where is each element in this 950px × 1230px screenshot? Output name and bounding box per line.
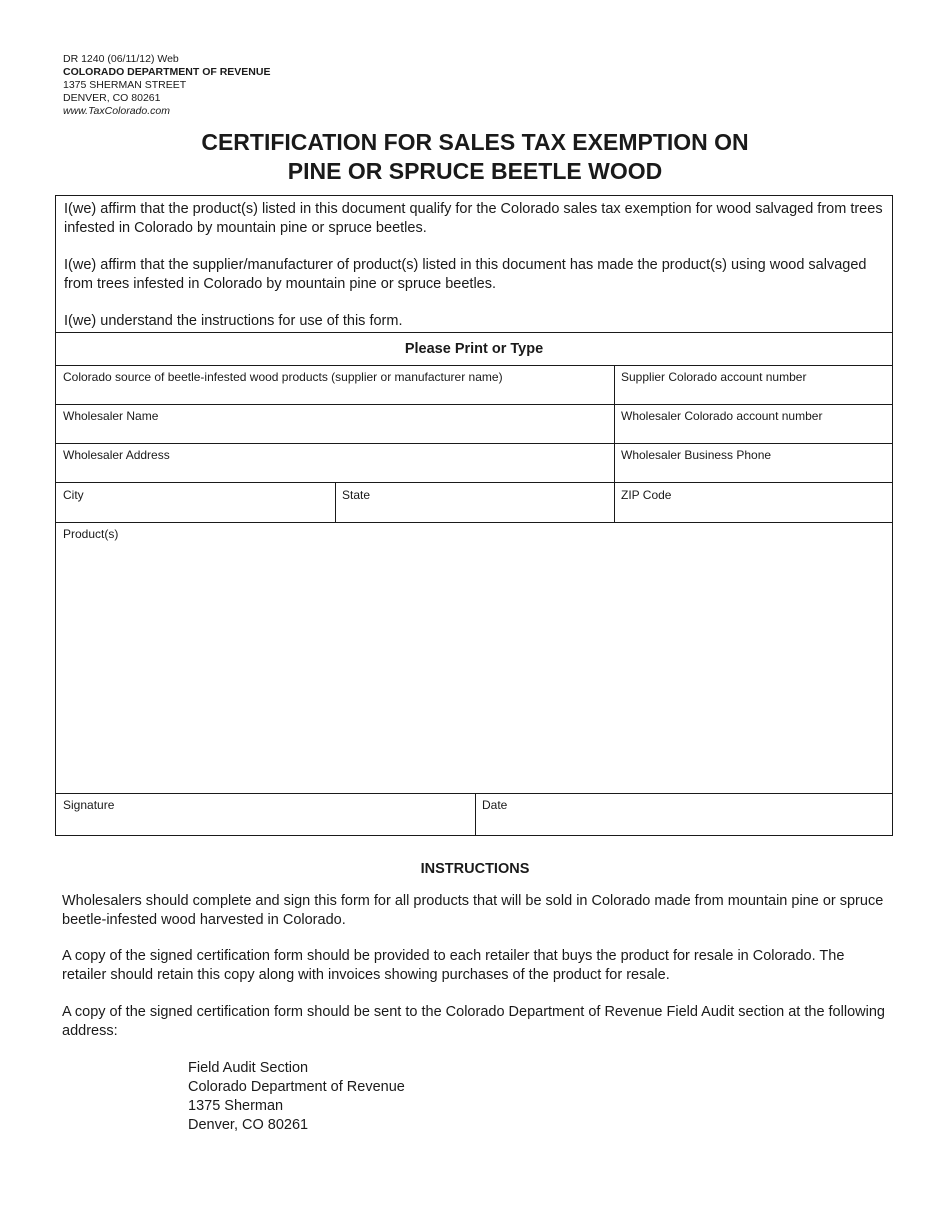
address-line: Colorado Department of Revenue: [188, 1079, 405, 1095]
zip-label: ZIP Code: [621, 488, 672, 502]
products-textarea[interactable]: [63, 544, 885, 789]
supplier-account-label: Supplier Colorado account number: [621, 370, 807, 384]
affirmation-statement: I(we) understand the instructions for use of this form.: [64, 313, 403, 329]
city-input[interactable]: [63, 503, 329, 519]
affirmation-statement: I(we) affirm that the supplier/manufacturer of product(s) listed in this document has made the product(s) using wood salvaged from trees infested in Colorado by mountain pine or spruce beetles.: [64, 257, 867, 292]
certification-form: [55, 195, 893, 836]
department-website: www.TaxColorado.com: [63, 105, 170, 117]
city-label: City: [63, 488, 84, 502]
wholesaler-address-label: Wholesaler Address: [63, 448, 170, 462]
wholesaler-address-input[interactable]: [63, 463, 608, 479]
instructions-heading: INSTRUCTIONS: [420, 861, 530, 877]
divider: [56, 443, 892, 444]
department-city: DENVER, CO 80261: [63, 92, 161, 104]
field-audit-address: [188, 1059, 405, 1135]
form-title: [0, 128, 950, 186]
form-title-line-1: CERTIFICATION FOR SALES TAX EXEMPTION ON: [201, 129, 749, 155]
wholesaler-name-input[interactable]: [63, 424, 608, 440]
column-divider: [475, 793, 476, 836]
affirmation-statement: I(we) affirm that the product(s) listed in this document qualify for the Colorado sales tax exemption for wood salvaged from trees infested in Colorado by mountain pine or spruce beetles.: [64, 201, 883, 236]
divider: [56, 522, 892, 523]
column-divider: [335, 482, 336, 522]
instruction-paragraph: A copy of the signed certification form should be provided to each retailer that buys the product for resale in Colorado. The retailer should retain this copy along with invoices showing purchases of the product for resale.: [62, 948, 845, 983]
address-line: Denver, CO 80261: [188, 1117, 309, 1133]
divider: [56, 365, 892, 366]
form-code: DR 1240 (06/11/12) Web: [63, 53, 179, 65]
divider: [56, 482, 892, 483]
signature-label: Signature: [63, 798, 115, 812]
address-line: 1375 Sherman: [188, 1098, 284, 1114]
wholesaler-phone-label: Wholesaler Business Phone: [621, 448, 772, 462]
column-divider: [614, 365, 615, 522]
date-input[interactable]: [482, 814, 886, 832]
supplier-account-input[interactable]: [621, 385, 886, 401]
supplier-source-label: Colorado source of beetle-infested wood products (supplier or manufacturer name): [63, 370, 503, 384]
address-line: Field Audit Section: [188, 1060, 309, 1076]
form-header: [63, 53, 270, 118]
divider: [56, 404, 892, 405]
supplier-source-input[interactable]: [63, 385, 608, 401]
print-or-type-heading: Please Print or Type: [404, 341, 544, 357]
department-street: 1375 SHERMAN STREET: [63, 79, 187, 91]
products-label: Product(s): [63, 527, 119, 541]
wholesaler-phone-input[interactable]: [621, 463, 886, 479]
instruction-paragraph: Wholesalers should complete and sign this form for all products that will be sold in Colorado made from mountain pine or spruce beetle-infested wood harvested in Colorado.: [62, 893, 884, 928]
affirmation-section: [64, 200, 884, 349]
state-input[interactable]: [342, 503, 608, 519]
wholesaler-name-label: Wholesaler Name: [63, 409, 159, 423]
divider: [56, 332, 892, 333]
divider: [56, 793, 892, 794]
signature-input[interactable]: [63, 814, 469, 832]
instruction-paragraph: A copy of the signed certification form should be sent to the Colorado Department of Revenue Field Audit section at the following address:: [62, 1004, 885, 1039]
date-label: Date: [482, 798, 508, 812]
wholesaler-account-label: Wholesaler Colorado account number: [621, 409, 823, 423]
zip-input[interactable]: [621, 503, 886, 519]
form-title-line-2: PINE OR SPRUCE BEETLE WOOD: [287, 158, 663, 184]
state-label: State: [342, 488, 371, 502]
wholesaler-account-input[interactable]: [621, 424, 886, 440]
department-name: COLORADO DEPARTMENT OF REVENUE: [63, 66, 271, 78]
